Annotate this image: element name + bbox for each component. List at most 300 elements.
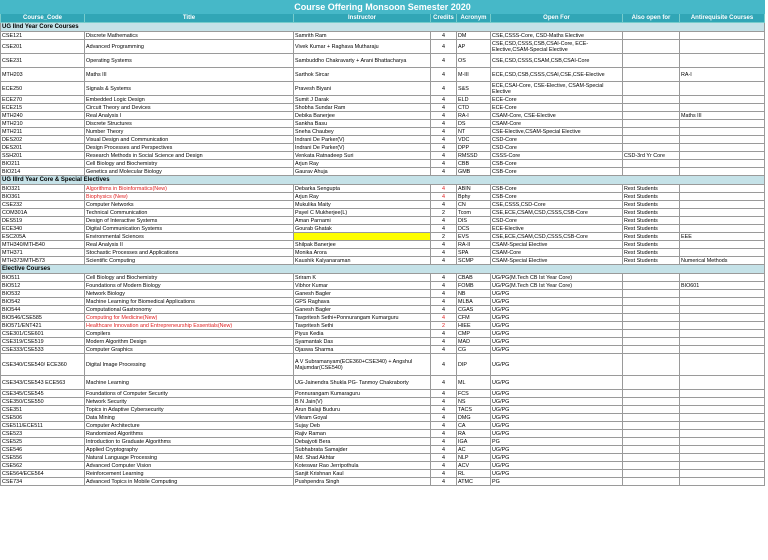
cell-acronym[interactable]: CBB [457,160,491,168]
cell-also-open-for[interactable] [623,354,680,376]
cell-open-for[interactable]: UG/PG [491,306,623,314]
cell-instructor[interactable]: Piyus Kedia [294,330,431,338]
cell-title[interactable]: Machine Learning for Biomedical Applications [85,298,294,306]
cell-course-code[interactable]: BIO571/ENT421 [1,322,85,330]
cell-course-code[interactable]: BIO321 [1,185,85,193]
cell-instructor[interactable]: GPS Raghava [294,298,431,306]
cell-credits[interactable]: 4 [431,225,457,233]
cell-acronym[interactable]: VDC [457,136,491,144]
cell-also-open-for[interactable]: Rest Students [623,217,680,225]
cell-also-open-for[interactable] [623,376,680,390]
cell-title[interactable]: Computing for Medicine(New) [85,314,294,322]
cell-title[interactable]: Scientific Computing [85,257,294,265]
cell-antirequisite[interactable] [680,390,765,398]
cell-antirequisite[interactable] [680,406,765,414]
cell-acronym[interactable]: SCMP [457,257,491,265]
cell-instructor[interactable]: Ojaswa Sharma [294,346,431,354]
cell-antirequisite[interactable] [680,322,765,330]
section-title[interactable]: UG IIIrd Year Core & Special Electives [1,176,765,185]
cell-instructor[interactable]: Rajiv Raman [294,430,431,438]
cell-credits[interactable]: 4 [431,144,457,152]
cell-acronym[interactable]: NT [457,128,491,136]
cell-open-for[interactable]: CSAM-Special Elective [491,241,623,249]
cell-antirequisite[interactable] [680,430,765,438]
cell-title[interactable]: Foundations of Modern Biology [85,282,294,290]
cell-instructor[interactable]: Aman Parnami [294,217,431,225]
cell-course-code[interactable]: ECE215 [1,104,85,112]
cell-also-open-for[interactable]: Rest Students [623,193,680,201]
cell-also-open-for[interactable] [623,446,680,454]
header-also-open-for[interactable]: Also open for [623,14,680,23]
header-credits[interactable]: Credits [431,14,457,23]
cell-also-open-for[interactable] [623,470,680,478]
cell-antirequisite[interactable] [680,478,765,486]
cell-antirequisite[interactable]: RA-I [680,68,765,82]
cell-acronym[interactable]: CN [457,201,491,209]
cell-credits[interactable]: 4 [431,422,457,430]
cell-open-for[interactable]: ECE,CSAI-Core, CSE-Elective, CSAM-Special Elective [491,82,623,96]
cell-antirequisite[interactable] [680,346,765,354]
cell-course-code[interactable]: BIO214 [1,168,85,176]
cell-also-open-for[interactable] [623,168,680,176]
cell-antirequisite[interactable] [680,128,765,136]
cell-instructor[interactable]: Subhabrata Samajder [294,446,431,454]
cell-acronym[interactable]: FCS [457,390,491,398]
cell-open-for[interactable]: UG/PG [491,390,623,398]
cell-credits[interactable]: 4 [431,314,457,322]
cell-course-code[interactable]: MTH371 [1,249,85,257]
cell-instructor[interactable]: Tavpritesh Sethi+Ponnurangam Kumarguru [294,314,431,322]
cell-title[interactable]: Environmental Sciences [85,233,294,241]
cell-title[interactable]: Advanced Computer Vision [85,462,294,470]
cell-title[interactable]: Technical Communication [85,209,294,217]
cell-instructor[interactable]: Shobha Sundar Ram [294,104,431,112]
cell-open-for[interactable]: UG/PG [491,406,623,414]
cell-credits[interactable]: 4 [431,201,457,209]
cell-title[interactable]: Genetics and Molecular Biology [85,168,294,176]
cell-credits[interactable]: 4 [431,354,457,376]
cell-antirequisite[interactable] [680,96,765,104]
cell-title[interactable]: Number Theory [85,128,294,136]
cell-credits[interactable]: 4 [431,430,457,438]
cell-antirequisite[interactable] [680,225,765,233]
cell-open-for[interactable]: CSE,CSSS-Core, CSD-Maths Elective [491,32,623,40]
cell-acronym[interactable]: ACV [457,462,491,470]
cell-course-code[interactable]: BIO542 [1,298,85,306]
cell-also-open-for[interactable] [623,306,680,314]
cell-credits[interactable]: 4 [431,390,457,398]
cell-also-open-for[interactable] [623,398,680,406]
cell-antirequisite[interactable] [680,168,765,176]
cell-title[interactable]: Real Analysis II [85,241,294,249]
cell-open-for[interactable]: UG/PG [491,376,623,390]
cell-open-for[interactable]: CSB-Core [491,160,623,168]
cell-title[interactable]: Foundations of Computer Security [85,390,294,398]
cell-also-open-for[interactable] [623,462,680,470]
cell-open-for[interactable]: CSD-Core [491,144,623,152]
cell-also-open-for[interactable] [623,82,680,96]
cell-title[interactable]: Computer Networks [85,201,294,209]
cell-title[interactable]: Design Processes and Perspectives [85,144,294,152]
cell-antirequisite[interactable] [680,462,765,470]
cell-instructor[interactable]: UG-Jainendra Shukla PG- Tanmoy Chakraborty [294,376,431,390]
cell-course-code[interactable]: CSE301/CSE601 [1,330,85,338]
cell-open-for[interactable]: UG/PG [491,290,623,298]
cell-course-code[interactable]: BIO511 [1,274,85,282]
cell-credits[interactable]: 4 [431,112,457,120]
cell-instructor[interactable]: Sanjit Krishnan Kaul [294,470,431,478]
cell-acronym[interactable]: FOMB [457,282,491,290]
cell-antirequisite[interactable]: BIO601 [680,282,765,290]
cell-acronym[interactable]: ML [457,376,491,390]
cell-antirequisite[interactable] [680,40,765,54]
cell-acronym[interactable]: ABIN [457,185,491,193]
cell-title[interactable]: Discrete Mathematics [85,32,294,40]
cell-credits[interactable]: 4 [431,68,457,82]
cell-also-open-for[interactable] [623,104,680,112]
cell-title[interactable]: Biophysics (New) [85,193,294,201]
cell-also-open-for[interactable] [623,330,680,338]
cell-acronym[interactable]: RA-I [457,112,491,120]
cell-also-open-for[interactable]: Rest Students [623,209,680,217]
cell-course-code[interactable]: MTH340/MTH540 [1,241,85,249]
cell-acronym[interactable]: ELD [457,96,491,104]
cell-credits[interactable]: 4 [431,257,457,265]
cell-also-open-for[interactable] [623,406,680,414]
cell-acronym[interactable]: HIEE [457,322,491,330]
cell-acronym[interactable]: NLP [457,454,491,462]
cell-also-open-for[interactable]: Rest Students [623,225,680,233]
cell-course-code[interactable]: CSE121 [1,32,85,40]
cell-course-code[interactable]: DES519 [1,217,85,225]
cell-course-code[interactable]: CSE343/CSE543 ECE563 [1,376,85,390]
cell-credits[interactable]: 4 [431,96,457,104]
cell-antirequisite[interactable] [680,217,765,225]
cell-instructor[interactable]: Tavpritesh Sethi [294,322,431,330]
cell-credits[interactable]: 4 [431,136,457,144]
cell-open-for[interactable]: CSE-Elective,CSAM-Special Elective [491,128,623,136]
cell-instructor[interactable]: Vibhor Kumar [294,282,431,290]
cell-acronym[interactable]: IGA [457,438,491,446]
cell-instructor[interactable]: Sumit J Darak [294,96,431,104]
cell-title[interactable]: Real Analysis I [85,112,294,120]
cell-credits[interactable]: 4 [431,438,457,446]
cell-also-open-for[interactable] [623,68,680,82]
cell-also-open-for[interactable] [623,454,680,462]
cell-antirequisite[interactable] [680,136,765,144]
cell-antirequisite[interactable] [680,144,765,152]
cell-acronym[interactable]: M-III [457,68,491,82]
cell-title[interactable]: Reinforcement Learning [85,470,294,478]
cell-title[interactable]: Randomized Algorithms [85,430,294,438]
cell-acronym[interactable]: AP [457,40,491,54]
cell-acronym[interactable]: CBAB [457,274,491,282]
cell-acronym[interactable]: CFM [457,314,491,322]
cell-course-code[interactable]: CSE345/CSE545 [1,390,85,398]
cell-antirequisite[interactable] [680,330,765,338]
cell-open-for[interactable]: CSSS-Core [491,152,623,160]
cell-antirequisite[interactable] [680,193,765,201]
cell-instructor[interactable]: Samrith Ram [294,32,431,40]
cell-instructor[interactable]: Shilpak Banerjee [294,241,431,249]
cell-also-open-for[interactable]: Rest Students [623,257,680,265]
cell-credits[interactable]: 4 [431,40,457,54]
cell-acronym[interactable]: CTD [457,104,491,112]
cell-also-open-for[interactable] [623,390,680,398]
cell-open-for[interactable]: PG [491,478,623,486]
cell-credits[interactable]: 4 [431,462,457,470]
cell-antirequisite[interactable] [680,438,765,446]
cell-also-open-for[interactable] [623,32,680,40]
cell-instructor[interactable]: Sarthok Sircar [294,68,431,82]
cell-course-code[interactable]: CSE231 [1,54,85,68]
cell-title[interactable]: Research Methods in Social Science and Design [85,152,294,160]
cell-instructor[interactable]: Mukulika Maity [294,201,431,209]
cell-title[interactable]: Computer Architecture [85,422,294,430]
cell-title[interactable]: Signals & Systems [85,82,294,96]
cell-open-for[interactable]: CSB-Core [491,168,623,176]
cell-instructor[interactable]: Debajyoti Bera [294,438,431,446]
cell-credits[interactable]: 4 [431,470,457,478]
cell-also-open-for[interactable] [623,274,680,282]
cell-instructor[interactable]: Vivek Kumar + Raghava Mutharaju [294,40,431,54]
cell-acronym[interactable]: NS [457,398,491,406]
cell-open-for[interactable]: CSD-Core [491,136,623,144]
cell-course-code[interactable]: CSE350/CSE550 [1,398,85,406]
cell-open-for[interactable]: ECE-Elective [491,225,623,233]
cell-title[interactable]: Introduction to Graduate Algorithms [85,438,294,446]
cell-acronym[interactable]: DPP [457,144,491,152]
cell-antirequisite[interactable] [680,241,765,249]
cell-instructor[interactable]: Koteswar Rao Jerripothula [294,462,431,470]
cell-instructor[interactable]: Indrani De Parker(V) [294,136,431,144]
cell-title[interactable]: Embedded Logic Design [85,96,294,104]
cell-instructor[interactable]: Syamantak Das [294,338,431,346]
cell-antirequisite[interactable] [680,120,765,128]
cell-open-for[interactable]: UG/PG(M.Tech CB Ist Year Core) [491,274,623,282]
cell-also-open-for[interactable] [623,414,680,422]
cell-antirequisite[interactable] [680,185,765,193]
cell-credits[interactable]: 4 [431,128,457,136]
cell-also-open-for[interactable] [623,120,680,128]
header-course-code[interactable]: Course_Code [1,14,85,23]
cell-open-for[interactable]: CSD-Core [491,217,623,225]
cell-also-open-for[interactable]: Rest Students [623,249,680,257]
cell-antirequisite[interactable] [680,160,765,168]
cell-antirequisite[interactable]: Maths III [680,112,765,120]
cell-open-for[interactable]: CSE,ECE,CSAM,CSD,CSSS,CSB-Core [491,233,623,241]
cell-course-code[interactable]: CSE232 [1,201,85,209]
cell-also-open-for[interactable] [623,96,680,104]
cell-credits[interactable]: 4 [431,454,457,462]
cell-course-code[interactable]: ECE250 [1,82,85,96]
cell-instructor[interactable]: Debarka Sengupta [294,185,431,193]
cell-open-for[interactable]: UG/PG [491,346,623,354]
cell-also-open-for[interactable]: Rest Students [623,201,680,209]
cell-instructor[interactable]: Kaushik Kalyanaraman [294,257,431,265]
cell-title[interactable]: Network Security [85,398,294,406]
cell-also-open-for[interactable] [623,338,680,346]
cell-course-code[interactable]: CSE562 [1,462,85,470]
cell-instructor[interactable]: Sujay Deb [294,422,431,430]
cell-also-open-for[interactable]: Rest Students [623,233,680,241]
cell-acronym[interactable]: DIP [457,354,491,376]
cell-antirequisite[interactable]: EEE [680,233,765,241]
cell-antirequisite[interactable] [680,298,765,306]
cell-antirequisite[interactable]: Numerical Methods [680,257,765,265]
cell-open-for[interactable]: UG/PG [491,354,623,376]
cell-instructor[interactable]: Gaurav Ahuja [294,168,431,176]
cell-title[interactable]: Advanced Programming [85,40,294,54]
cell-open-for[interactable]: UG/PG [491,454,623,462]
cell-also-open-for[interactable] [623,160,680,168]
section-title[interactable]: UG IInd Year Core Courses [1,23,765,32]
cell-title[interactable]: Cell Biology and Biochemistry [85,160,294,168]
cell-also-open-for[interactable] [623,346,680,354]
cell-course-code[interactable]: CSE351 [1,406,85,414]
cell-credits[interactable]: 4 [431,298,457,306]
cell-course-code[interactable]: BIO211 [1,160,85,168]
cell-instructor[interactable]: Venkata Ratnadeep Suri [294,152,431,160]
cell-credits[interactable]: 2 [431,322,457,330]
cell-also-open-for[interactable] [623,112,680,120]
cell-credits[interactable]: 4 [431,338,457,346]
cell-acronym[interactable]: RMSSD [457,152,491,160]
cell-credits[interactable]: 4 [431,54,457,68]
cell-credits[interactable]: 4 [431,376,457,390]
cell-credits[interactable]: 4 [431,306,457,314]
cell-title[interactable]: Advanced Topics in Mobile Computing [85,478,294,486]
cell-title[interactable]: Operating Systems [85,54,294,68]
cell-open-for[interactable]: CSAM-Core [491,249,623,257]
cell-title[interactable]: Algorithms in Bioinformatics(New) [85,185,294,193]
cell-credits[interactable]: 4 [431,82,457,96]
cell-also-open-for[interactable] [623,422,680,430]
cell-antirequisite[interactable] [680,338,765,346]
cell-instructor[interactable]: Ganesh Bagler [294,290,431,298]
cell-instructor[interactable]: Pravesh Biyani [294,82,431,96]
cell-acronym[interactable]: DMG [457,414,491,422]
cell-open-for[interactable]: UG/PG [491,414,623,422]
cell-antirequisite[interactable] [680,470,765,478]
cell-antirequisite[interactable] [680,314,765,322]
cell-course-code[interactable]: CSE546 [1,446,85,454]
cell-title[interactable]: Healthcare Innovation and Entrepreneurship Essentials(New) [85,322,294,330]
cell-title[interactable]: Digital Communication Systems [85,225,294,233]
cell-title[interactable]: Modern Algorithm Design [85,338,294,346]
cell-course-code[interactable]: BIO532 [1,290,85,298]
cell-antirequisite[interactable] [680,32,765,40]
cell-acronym[interactable]: TACS [457,406,491,414]
cell-title[interactable]: Machine Learning [85,376,294,390]
cell-credits[interactable]: 4 [431,398,457,406]
cell-acronym[interactable]: MLBA [457,298,491,306]
cell-open-for[interactable]: UG/PG [491,422,623,430]
cell-acronym[interactable]: DIS [457,217,491,225]
cell-credits[interactable]: 4 [431,152,457,160]
cell-course-code[interactable]: CSE734 [1,478,85,486]
cell-instructor[interactable]: Sriram K [294,274,431,282]
cell-open-for[interactable]: CSB-Core [491,185,623,193]
cell-open-for[interactable]: ECE-Core [491,96,623,104]
cell-antirequisite[interactable] [680,82,765,96]
cell-course-code[interactable]: BIO361 [1,193,85,201]
cell-course-code[interactable]: MTH373/MTH573 [1,257,85,265]
cell-open-for[interactable]: UG/PG [491,330,623,338]
cell-open-for[interactable]: PG [491,438,623,446]
cell-course-code[interactable]: BIO546/CSE585 [1,314,85,322]
cell-open-for[interactable]: CSE,CSD,CSSS,CSAM,CSB,CSAI-Core [491,54,623,68]
cell-credits[interactable]: 4 [431,160,457,168]
cell-acronym[interactable]: CG [457,346,491,354]
cell-open-for[interactable]: UG/PG(M.Tech CB Ist Year Core) [491,282,623,290]
cell-course-code[interactable]: BIO544 [1,306,85,314]
cell-also-open-for[interactable] [623,282,680,290]
cell-course-code[interactable]: ESC205A [1,233,85,241]
cell-open-for[interactable]: UG/PG [491,398,623,406]
cell-open-for[interactable]: CSE,CSSS,CSD-Core [491,201,623,209]
cell-antirequisite[interactable] [680,104,765,112]
cell-course-code[interactable]: COM301A [1,209,85,217]
cell-antirequisite[interactable] [680,274,765,282]
cell-acronym[interactable]: GMB [457,168,491,176]
cell-course-code[interactable]: CSE506 [1,414,85,422]
cell-antirequisite[interactable] [680,209,765,217]
cell-course-code[interactable]: CSE201 [1,40,85,54]
cell-title[interactable]: Natural Language Processing [85,454,294,462]
cell-antirequisite[interactable] [680,306,765,314]
cell-open-for[interactable]: UG/PG [491,298,623,306]
cell-course-code[interactable]: CSE564/ECE564 [1,470,85,478]
cell-acronym[interactable]: Bphy [457,193,491,201]
cell-acronym[interactable]: ATMC [457,478,491,486]
cell-also-open-for[interactable] [623,314,680,322]
cell-title[interactable]: Data Mining [85,414,294,422]
cell-instructor[interactable]: Sambuddho Chakravarty + Arani Bhattacharya [294,54,431,68]
cell-antirequisite[interactable] [680,249,765,257]
header-open-for[interactable]: Open For [491,14,623,23]
cell-also-open-for[interactable] [623,322,680,330]
cell-antirequisite[interactable] [680,54,765,68]
cell-credits[interactable]: 4 [431,406,457,414]
cell-course-code[interactable]: MTH203 [1,68,85,82]
cell-course-code[interactable]: CSE556 [1,454,85,462]
cell-also-open-for[interactable] [623,430,680,438]
cell-acronym[interactable]: RA-II [457,241,491,249]
cell-instructor[interactable]: Sneha Chaubey [294,128,431,136]
cell-also-open-for[interactable] [623,40,680,54]
cell-credits[interactable]: 4 [431,290,457,298]
cell-antirequisite[interactable] [680,446,765,454]
cell-instructor[interactable]: B N Jain(V) [294,398,431,406]
cell-title[interactable]: Circuit Theory and Devices [85,104,294,112]
cell-credits[interactable]: 4 [431,282,457,290]
cell-open-for[interactable]: CSAM-Special Elective [491,257,623,265]
cell-title[interactable]: Topics in Adaptive Cybersecurity [85,406,294,414]
cell-open-for[interactable]: UG/PG [491,314,623,322]
cell-also-open-for[interactable] [623,128,680,136]
cell-instructor[interactable]: Sankha Basu [294,120,431,128]
cell-credits[interactable]: 4 [431,104,457,112]
cell-title[interactable]: Maths III [85,68,294,82]
cell-also-open-for[interactable] [623,478,680,486]
cell-open-for[interactable]: UG/PG [491,470,623,478]
cell-title[interactable]: Discrete Structures [85,120,294,128]
cell-course-code[interactable]: CSE523 [1,430,85,438]
cell-also-open-for[interactable] [623,136,680,144]
cell-acronym[interactable]: RA [457,430,491,438]
cell-open-for[interactable]: UG/PG [491,446,623,454]
